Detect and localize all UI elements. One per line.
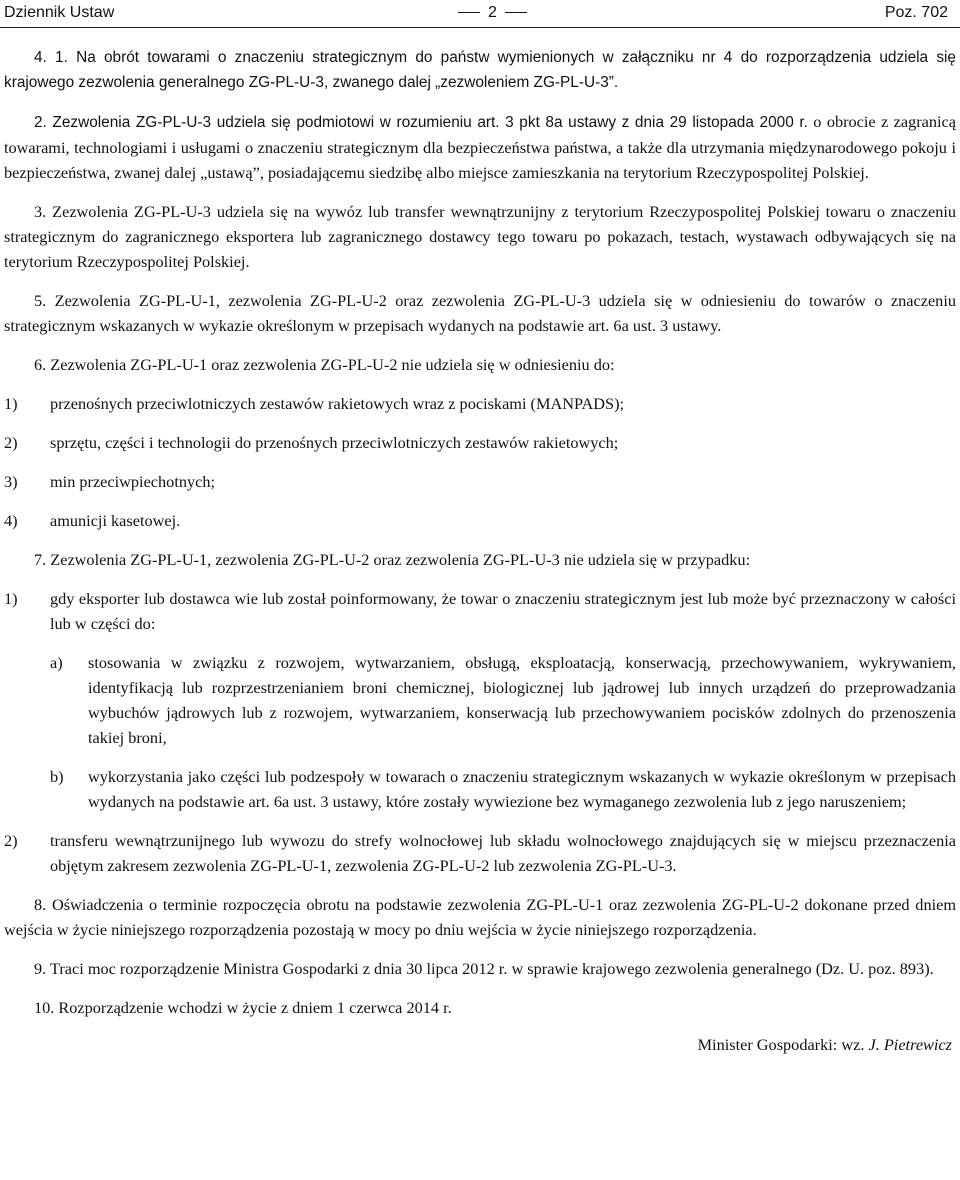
list-item-text: min przeciwpiechotnych; (50, 472, 216, 491)
list-item (4, 586, 956, 636)
list-item (4, 828, 956, 878)
list-item (4, 430, 956, 455)
list-item-number: 2) (4, 831, 18, 850)
list-item-number: 4) (4, 511, 18, 530)
section-5-paragraph: 5. Zezwolenia ZG-PL-U-1, zezwolenia ZG-PL-U-2 oraz zezwolenia ZG-PL-U-3 udziela się w odniesieniu do towarów o znaczeniu strategicznym wskazanych w wykazie określonym w przepisach wydanych na podstawie art. 6a ust. 3 ustawy. (4, 291, 956, 335)
list-item-number: 1) (4, 589, 18, 608)
section-4-paragraph-2-rest: o obrocie z zagranicą towarami, technologiami i usługami o znaczeniu strategicznym dla bezpieczeństwa państwa, a także dla utrzymania międzynarodowego pokoju i bezpieczeństwa, zwanej dalej „ustawą”, posiadającemu siedzibę albo miejsce zamieszkania na terytorium Rzeczypospolitej Polskiej. (4, 112, 956, 182)
list-item-text: sprzętu, części i technologii do przenośnych przeciwlotniczych zestawów rakietowych; (50, 433, 619, 452)
section-4-paragraph-1: 4. 1. Na obrót towarami o znaczeniu strategicznym do państw wymienionych w załączniku nr 4 do rozporządzenia udziela się krajowego zezwolenia generalnego ZG-PL-U-3, zwanego dalej „zezwoleniem ZG-PL-U-3”. (4, 49, 956, 91)
signature-block (4, 1032, 956, 1057)
list-item-text: przenośnych przeciwlotniczych zestawów rakietowych wraz z pociskami (MANPADS); (50, 394, 625, 413)
sub-list-item-text: stosowania w związku z rozwojem, wytwarzaniem, obsługą, eksploatacją, konserwacją, przechowywaniem, wykrywaniem, identyfikacją lub rozprzestrzenianiem broni chemicznej, biologicznej lub jądrowej lub innych urządzeń do przeprowadzania wybuchów jądrowych lub z rozwojem, wytwarzaniem, konserwacją lub przechowywaniem pocisków zdolnych do przenoszenia takiej broni, (88, 653, 956, 747)
list-item-number: 2) (4, 433, 18, 452)
section-7-intro: 7. Zezwolenia ZG-PL-U-1, zezwolenia ZG-PL-U-2 oraz zezwolenia ZG-PL-U-3 nie udziela się w przypadku: (34, 550, 751, 569)
sub-list-item (4, 650, 956, 750)
list-item-text: gdy eksporter lub dostawca wie lub został poinformowany, że towar o znaczeniu strategicznym jest lub może być przeznaczony w całości lub w części do: (50, 589, 956, 633)
page-number: 2 (458, 0, 527, 26)
section-8-paragraph: 8. Oświadczenia o terminie rozpoczęcia obrotu na podstawie zezwolenia ZG-PL-U-1 oraz zezwolenia ZG-PL-U-2 dokonane przed dniem wejścia w życie niniejszego rozporządzenia pozostają w mocy po dniu wejścia w życie niniejszego rozporządzenia. (4, 895, 956, 939)
signature-name: J. Pietrewicz (868, 1035, 952, 1054)
document-body (4, 45, 956, 1073)
section-4-paragraph-2 (4, 109, 956, 185)
list-item (4, 391, 956, 416)
section-6-intro: 6. Zezwolenia ZG-PL-U-1 oraz zezwolenia ZG-PL-U-2 nie udziela się w odniesieniu do: (34, 355, 615, 374)
list-item-number: 1) (4, 394, 18, 413)
page-header (0, 0, 960, 26)
section-10-paragraph: 10. Rozporządzenie wchodzi w życie z dniem 1 czerwca 2014 r. (34, 998, 452, 1017)
list-item (4, 469, 956, 494)
journal-title: Dziennik Ustaw (4, 4, 115, 21)
sub-list-item-letter: b) (50, 767, 64, 786)
sub-list-item-letter: a) (50, 653, 63, 672)
list-item-text: transferu wewnątrzunijnego lub wywozu do strefy wolnocłowej lub składu wolnocłowego znajdujących się w miejscu przeznaczenia objętym zakresem zezwolenia ZG-PL-U-1, zezwolenia ZG-PL-U-2 lub zezwolenia ZG-PL-U-3. (50, 831, 956, 875)
list-item-text: amunicji kasetowej. (50, 511, 181, 530)
sub-list-item-text: wykorzystania jako części lub podzespoły w towarach o znaczeniu strategicznym wskazanych w wykazie określonym w przepisach wydanych na podstawie art. 6a ust. 3 ustawy, które zostały wywiezione bez wymaganego zezwolenia lub z jego naruszeniem; (88, 767, 956, 811)
list-item (4, 508, 956, 533)
position-number: Poz. 702 (884, 4, 948, 21)
signature-title: Minister Gospodarki: wz. (697, 1035, 865, 1054)
list-item-number: 3) (4, 472, 18, 491)
header-rule (0, 27, 960, 28)
section-9-paragraph: 9. Traci moc rozporządzenie Ministra Gospodarki z dnia 30 lipca 2012 r. w sprawie krajowego zezwolenia generalnego (Dz. U. poz. 893). (34, 959, 934, 978)
sub-list-item (4, 764, 956, 814)
section-4-paragraph-2-lead: 2. Zezwolenia ZG-PL-U-3 udziela się podmiotowi w rozumieniu art. 3 pkt 8a ustawy z dnia 29 listopada 2000 r. (34, 114, 808, 131)
section-4-paragraph-3: 3. Zezwolenia ZG-PL-U-3 udziela się na wywóz lub transfer wewnątrzunijny z terytorium Rzeczypospolitej Polskiej towaru o znaczeniu strategicznym do zagranicznego eksportera lub zagranicznego dostawcy tego towaru po pokazach, testach, wystawach odbywających się na terytorium Rzeczypospolitej Polskiej. (4, 202, 956, 271)
